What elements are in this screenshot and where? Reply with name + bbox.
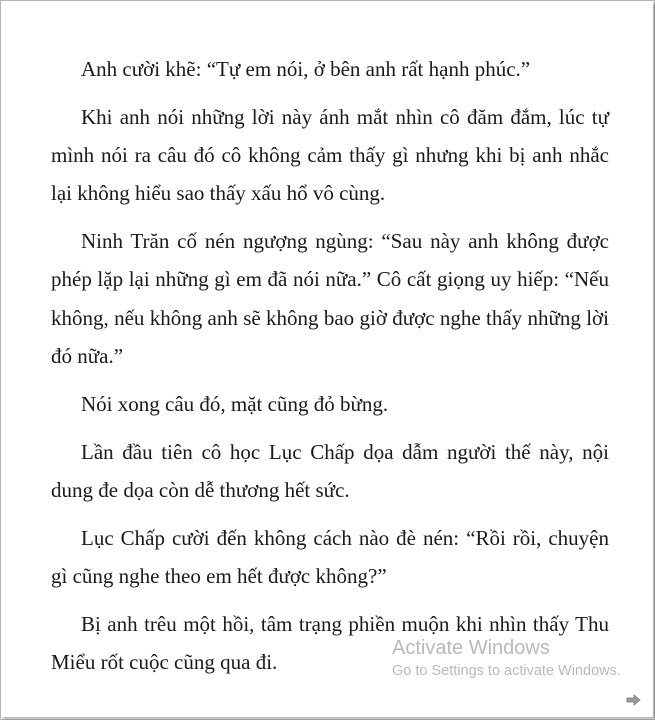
- paragraph-6: Lục Chấp cười đến không cách nào đè nén: “Rồi rồi, chuyện gì cũng nghe theo em hết được không?”: [51, 525, 609, 589]
- paragraph-1: Anh cười khẽ: “Tự em nói, ở bên anh rất hạnh phúc.”: [81, 57, 531, 81]
- document-body: [51, 50, 609, 691]
- paragraph-4: Nói xong câu đó, mặt cũng đỏ bừng.: [81, 391, 389, 416]
- paragraph-5: Lần đầu tiên cô học Lục Chấp dọa dẫm người thế này, nội dung đe dọa còn dễ thương hết sức.: [51, 439, 609, 502]
- activate-windows-watermark: [392, 634, 621, 680]
- paragraph-7: Bị anh trêu một hồi, tâm trạng phiền muộn khi nhìn thấy Thu Miểu rốt cuộc cũng qua đi.: [51, 611, 609, 675]
- watermark-title: Activate Windows: [392, 637, 550, 659]
- document-page: [1, 1, 653, 717]
- scroll-arrow-icon[interactable]: [626, 693, 642, 705]
- paragraph-2: Khi anh nói những lời này ánh mắt nhìn cô đăm đắm, lúc tự mình nói ra câu đó cô không cảm thấy gì nhưng khi bị anh nhắc lại không hiểu sao thấy xấu hổ vô cùng.: [51, 104, 609, 206]
- paragraph-3: Ninh Trăn cố nén ngượng ngùng: “Sau này anh không được phép lặp lại những gì em đã nói nữa.” Cô cất giọng uy hiếp: “Nếu không, nếu không anh sẽ không bao giờ được nghe thấy những lời đó nữa.”: [51, 229, 609, 369]
- watermark-subtitle: Go to Settings to activate Windows.: [392, 663, 621, 679]
